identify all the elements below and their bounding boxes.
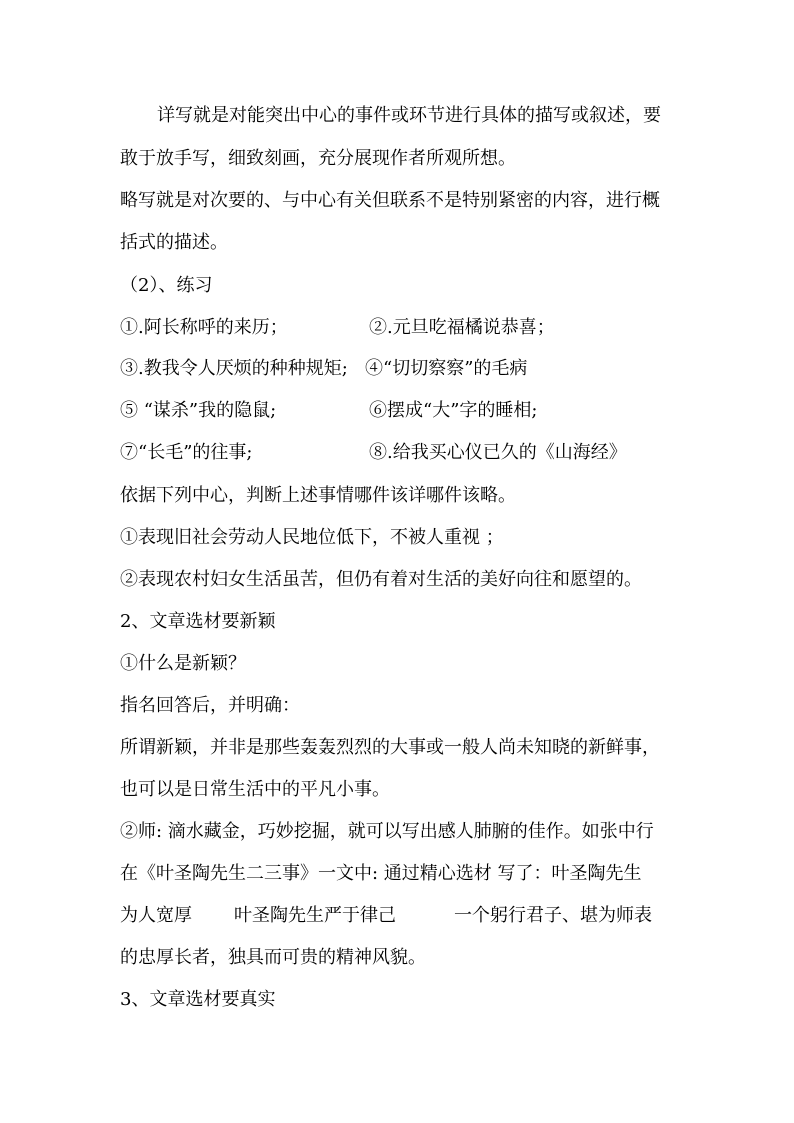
- practice-row-3: [120, 399, 700, 423]
- trait-self-discipline: 叶圣陶先生严于律己: [234, 905, 396, 926]
- section-2-sub-2-line-4: 的忠厚长者，独具而可贵的精神风貌。: [120, 947, 426, 968]
- section-2-sub-1: ①什么是新颖？: [120, 653, 246, 674]
- practice-row-1: [120, 316, 700, 340]
- question-intro: 依据下列中心，判断上述事情哪件该详哪件该略。: [120, 485, 516, 506]
- practice-row-4: [120, 441, 700, 465]
- practice-item-6: ⑥摆成“大”字的睡相;: [369, 400, 538, 421]
- practice-item-8: ⑧.给我买心仪已久的《山海经》: [369, 442, 627, 463]
- section-2-heading: 2、文章选材要新颖: [120, 611, 276, 632]
- practice-item-4: ④“切切察察”的毛病: [365, 358, 528, 379]
- practice-item-2: ②.元旦吃福橘说恭喜；: [369, 317, 555, 338]
- paragraph-detail-line-1: 详写就是对能突出中心的事件或环节进行具体的描写或叙述，要: [157, 105, 661, 126]
- section-2-definition-line-2: 也可以是日常生活中的平凡小事。: [120, 779, 390, 800]
- section-2-sub-2-line-1: ②师: 滴水藏金，巧妙挖掘，就可以写出感人肺腑的佳作。如张中行: [120, 821, 654, 842]
- practice-item-1: ①.阿长称呼的来历；: [120, 317, 288, 338]
- practice-item-7: ⑦“长毛”的往事;: [120, 442, 253, 463]
- trait-kindness: 为人宽厚: [120, 905, 192, 926]
- question-2: ②表现农村妇女生活虽苦，但仍有着对生活的美好向往和愿望的。: [120, 569, 642, 590]
- paragraph-brief-line-2: 括式的描述。: [120, 232, 228, 253]
- section-3-heading: 3、文章选材要真实: [120, 989, 276, 1010]
- section-2-definition-line-1: 所谓新颖，并非是那些轰轰烈烈的大事或一般人尚未知晓的新鲜事，: [120, 737, 660, 758]
- section-2-answer-intro: 指名回答后，并明确：: [120, 695, 300, 716]
- section-2-sub-2-line-2: 在《叶圣陶先生二三事》一文中: 通过精心选材 写了：叶圣陶先生: [120, 863, 642, 884]
- practice-item-3: ③.教我令人厌烦的种种规矩;: [120, 358, 348, 379]
- paragraph-brief-line-1: 略写就是对次要的、与中心有关但联系不是特别紧密的内容，进行概: [120, 190, 660, 211]
- section-2-sub-2-line-3: [120, 904, 700, 928]
- practice-item-5: ⑤ “谋杀”我的隐鼠;: [120, 400, 277, 421]
- practice-row-2: [120, 357, 700, 381]
- question-1: ①表现旧社会劳动人民地位低下，不被人重视 ；: [120, 527, 504, 548]
- practice-heading: （2）、练习: [120, 275, 213, 296]
- paragraph-detail-line-2: 敢于放手写，细致刻画，充分展现作者所观所想。: [120, 148, 516, 169]
- trait-role-model: 一个躬行君子、堪为师表: [454, 905, 652, 926]
